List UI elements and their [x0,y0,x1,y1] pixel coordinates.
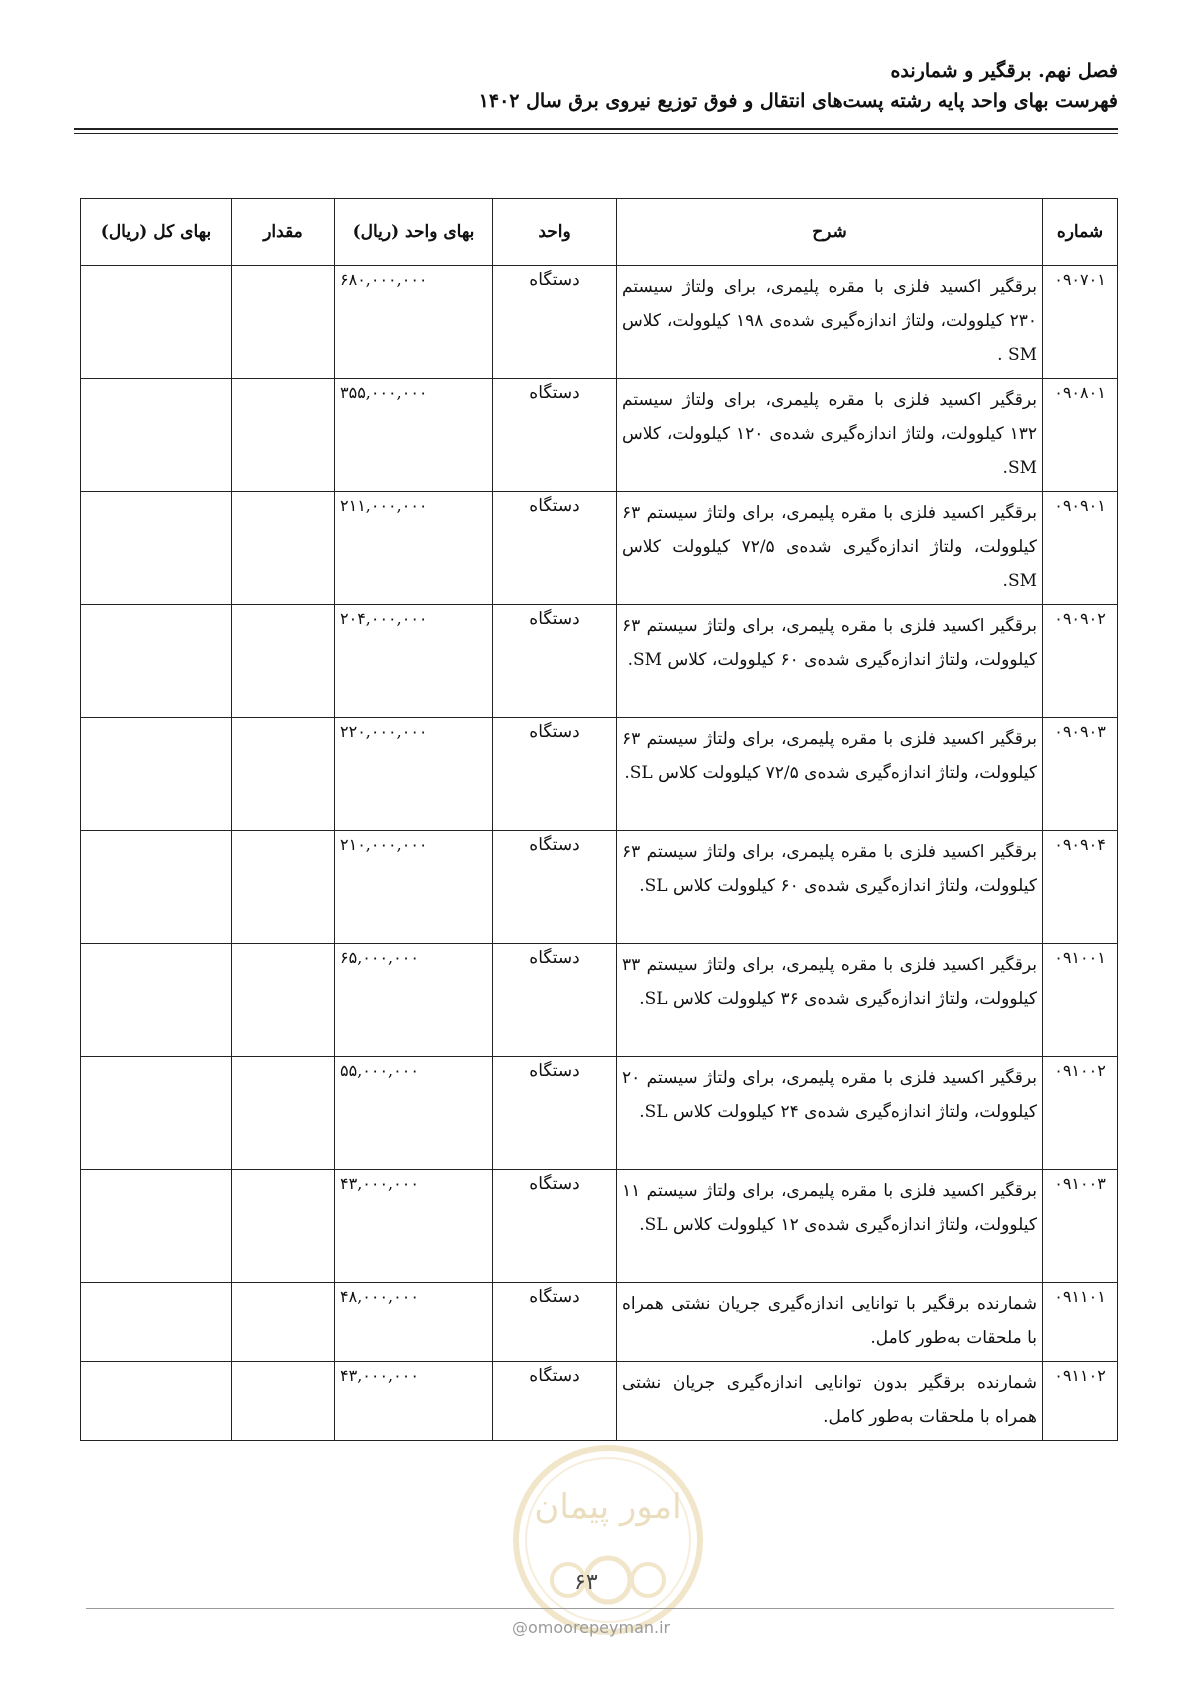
column-header-description: شرح [617,199,1043,266]
item-total [81,1057,232,1170]
item-number: ۰۹۱۰۰۱ [1043,944,1118,1057]
item-description: برقگیر اکسید فلزی با مقره پلیمری، برای ولتاژ سیستم ۳۳ کیلوولت، ولتاژ اندازه‌گیری شده‌ی ۳۶ کیلوولت کلاس SL. [617,944,1043,1057]
item-unit-price: ۳۵۵,۰۰۰,۰۰۰ [335,379,493,492]
omoore-peyman-logo-watermark [508,1440,708,1640]
item-total [81,1362,232,1441]
page-number: ۶۳ [574,1570,598,1595]
item-unit: دستگاه [493,605,617,718]
item-description: شمارنده برقگیر بدون توانایی اندازه‌گیری جریان نشتی همراه با ملحقات به‌طور کامل. [617,1362,1043,1441]
table-row [81,831,1118,944]
item-quantity [232,266,335,379]
item-total [81,492,232,605]
item-quantity [232,1283,335,1362]
item-unit-price: ۲۱۱,۰۰۰,۰۰۰ [335,492,493,605]
item-quantity [232,944,335,1057]
item-description: برقگیر اکسید فلزی با مقره پلیمری، برای ولتاژ سیستم ۲۳۰ کیلوولت، ولتاژ اندازه‌گیری شده‌ی ۱۹۸ کیلوولت، کلاس SM . [617,266,1043,379]
item-description: برقگیر اکسید فلزی با مقره پلیمری، برای ولتاژ سیستم ۲۰ کیلوولت، ولتاژ اندازه‌گیری شده‌ی ۲۴ کیلوولت کلاس SL. [617,1057,1043,1170]
document-subtitle: فهرست بهای واحد پایه رشته پست‌های انتقال و فوق توزیع نیروی برق سال ۱۴۰۲ [478,90,1118,112]
item-number: ۰۹۱۱۰۱ [1043,1283,1118,1362]
item-unit: دستگاه [493,944,617,1057]
column-header-quantity: مقدار [232,199,335,266]
footer-rule [86,1608,1114,1609]
website-watermark: @omoorepeyman.ir [512,1618,671,1637]
item-total [81,379,232,492]
item-number: ۰۹۰۹۰۳ [1043,718,1118,831]
column-header-unit-price: بهای واحد (ریال) [335,199,493,266]
table-row [81,1170,1118,1283]
item-description: برقگیر اکسید فلزی با مقره پلیمری، برای ولتاژ سیستم ۶۳ کیلوولت، ولتاژ اندازه‌گیری شده‌ی ۶۰ کیلوولت، کلاس SM. [617,605,1043,718]
item-total [81,1170,232,1283]
item-description: برقگیر اکسید فلزی با مقره پلیمری، برای ولتاژ سیستم ۶۳ کیلوولت، ولتاژ اندازه‌گیری شده‌ی ۶۰ کیلوولت کلاس SL. [617,831,1043,944]
item-number: ۰۹۰۹۰۱ [1043,492,1118,605]
table-row [81,492,1118,605]
item-unit-price: ۵۵,۰۰۰,۰۰۰ [335,1057,493,1170]
item-quantity [232,1362,335,1441]
item-quantity [232,605,335,718]
item-unit: دستگاه [493,831,617,944]
item-number: ۰۹۱۱۰۲ [1043,1362,1118,1441]
item-total [81,718,232,831]
item-unit: دستگاه [493,1057,617,1170]
item-unit: دستگاه [493,492,617,605]
item-quantity [232,379,335,492]
item-total [81,1283,232,1362]
item-number: ۰۹۰۹۰۲ [1043,605,1118,718]
item-total [81,831,232,944]
item-unit: دستگاه [493,379,617,492]
item-number: ۰۹۱۰۰۳ [1043,1170,1118,1283]
logo-lettering: امور پیمان [534,1487,682,1527]
item-total [81,266,232,379]
column-header-number: شماره [1043,199,1118,266]
item-description: برقگیر اکسید فلزی با مقره پلیمری، برای ولتاژ سیستم ۱۳۲ کیلوولت، ولتاژ اندازه‌گیری شده‌ی ۱۲۰ کیلوولت، کلاس SM. [617,379,1043,492]
table-row [81,1283,1118,1362]
column-header-unit: واحد [493,199,617,266]
item-unit: دستگاه [493,1283,617,1362]
item-total [81,944,232,1057]
item-description: برقگیر اکسید فلزی با مقره پلیمری، برای ولتاژ سیستم ۶۳ کیلوولت، ولتاژ اندازه‌گیری شده‌ی ۷۲/۵ کیلوولت کلاس SM. [617,492,1043,605]
price-list-table [80,198,1118,1441]
table-row [81,605,1118,718]
table-row [81,266,1118,379]
table-row [81,944,1118,1057]
item-quantity [232,831,335,944]
item-unit: دستگاه [493,266,617,379]
item-quantity [232,492,335,605]
table-row [81,1057,1118,1170]
item-unit-price: ۴۳,۰۰۰,۰۰۰ [335,1362,493,1441]
table-row [81,718,1118,831]
item-number: ۰۹۰۸۰۱ [1043,379,1118,492]
item-description: شمارنده برقگیر با توانایی اندازه‌گیری جریان نشتی همراه با ملحقات به‌طور کامل. [617,1283,1043,1362]
item-unit-price: ۶۸۰,۰۰۰,۰۰۰ [335,266,493,379]
item-number: ۰۹۱۰۰۲ [1043,1057,1118,1170]
item-quantity [232,1057,335,1170]
header-rule-thin [74,133,1118,134]
header-rule-thick [74,128,1118,130]
item-quantity [232,718,335,831]
item-unit: دستگاه [493,718,617,831]
item-unit: دستگاه [493,1170,617,1283]
column-header-total: بهای کل (ریال) [81,199,232,266]
item-unit-price: ۴۳,۰۰۰,۰۰۰ [335,1170,493,1283]
item-unit-price: ۲۰۴,۰۰۰,۰۰۰ [335,605,493,718]
chapter-title: فصل نهم. برقگیر و شمارنده [890,60,1118,82]
item-description: برقگیر اکسید فلزی با مقره پلیمری، برای ولتاژ سیستم ۱۱ کیلوولت، ولتاژ اندازه‌گیری شده‌ی ۱۲ کیلوولت کلاس SL. [617,1170,1043,1283]
item-number: ۰۹۰۹۰۴ [1043,831,1118,944]
item-description: برقگیر اکسید فلزی با مقره پلیمری، برای ولتاژ سیستم ۶۳ کیلوولت، ولتاژ اندازه‌گیری شده‌ی ۷۲/۵ کیلوولت کلاس SL. [617,718,1043,831]
item-total [81,605,232,718]
table-header-row [81,199,1118,266]
item-quantity [232,1170,335,1283]
item-number: ۰۹۰۷۰۱ [1043,266,1118,379]
item-unit: دستگاه [493,1362,617,1441]
item-unit-price: ۲۱۰,۰۰۰,۰۰۰ [335,831,493,944]
item-unit-price: ۶۵,۰۰۰,۰۰۰ [335,944,493,1057]
table-row [81,1362,1118,1441]
item-unit-price: ۴۸,۰۰۰,۰۰۰ [335,1283,493,1362]
page-header [74,56,1118,116]
table-row [81,379,1118,492]
item-unit-price: ۲۲۰,۰۰۰,۰۰۰ [335,718,493,831]
